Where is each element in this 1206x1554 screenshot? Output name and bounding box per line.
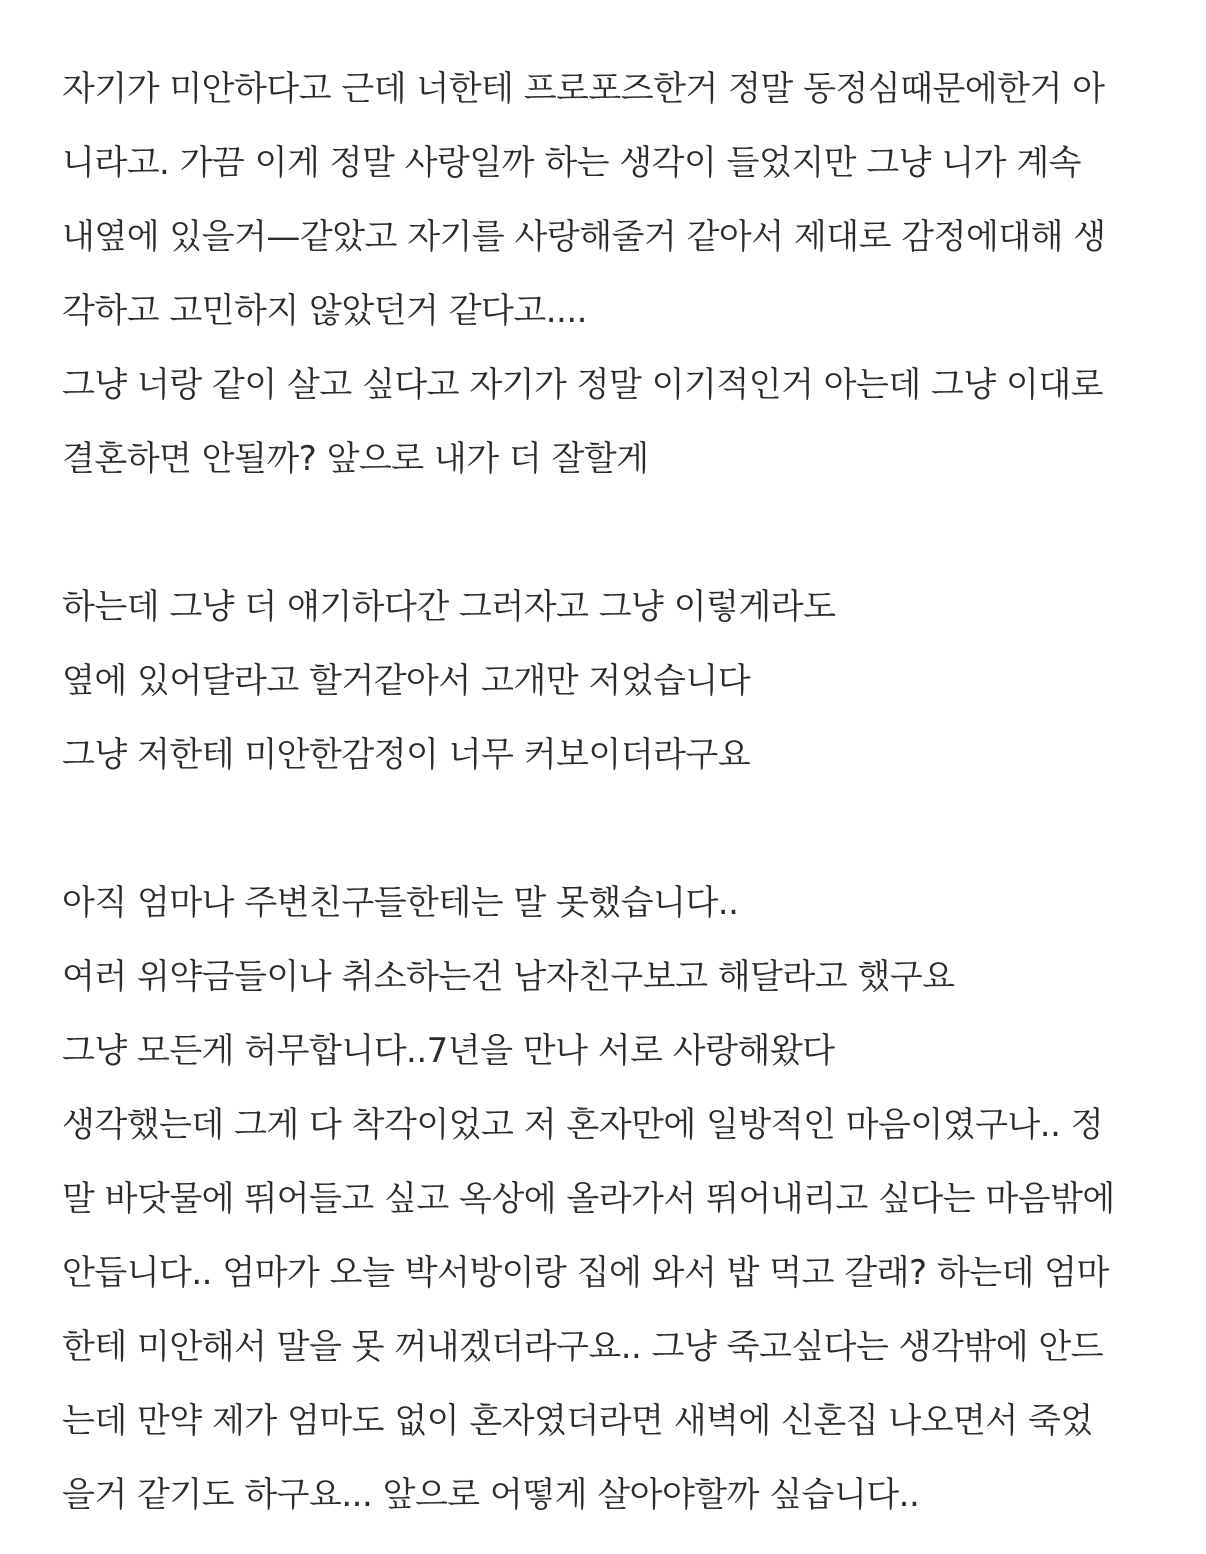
text-line: 옆에 있어달라고 할거같아서 고개만 저었습니다: [62, 661, 751, 701]
text-line: 각하고 고민하지 않았던거 같다고....: [62, 291, 587, 331]
paragraph-spacer: [62, 792, 1172, 866]
text-line: 내옆에 있을거—같았고 자기를 사랑해줄거 같아서 제대로 감정에대해 생: [62, 217, 1106, 257]
text-line: 생각했는데 그게 다 착각이었고 저 혼자만에 일방적인 마음이였구나.. 정: [62, 1105, 1104, 1145]
text-line: 그냥 모든게 허무합니다..7년을 만나 서로 사랑해왔다: [62, 1031, 835, 1071]
text-line: 을거 같기도 하구요... 앞으로 어떻게 살아야할까 싶습니다..: [62, 1475, 920, 1515]
text-line: 말 바닷물에 뛰어들고 싶고 옥상에 올라가서 뛰어내리고 싶다는 마음밖에: [62, 1179, 1115, 1219]
paragraph-1: [62, 52, 1172, 496]
text-line: 그냥 너랑 같이 살고 싶다고 자기가 정말 이기적인거 아는데 그냥 이대로: [62, 365, 1104, 405]
text-line: 그냥 저한테 미안한감정이 너무 커보이더라구요: [62, 735, 751, 775]
paragraph-3: [62, 866, 1172, 1532]
text-line: 는데 만약 제가 엄마도 없이 혼자였더라면 새벽에 신혼집 나오면서 죽었: [62, 1401, 1093, 1441]
text-line: 한테 미안해서 말을 못 꺼내겠더라구요.. 그냥 죽고싶다는 생각밖에 안드: [62, 1327, 1104, 1367]
text-line: 하는데 그냥 더 얘기하다간 그러자고 그냥 이렇게라도: [62, 587, 836, 627]
post-body: [62, 52, 1172, 1532]
text-line: 니라고. 가끔 이게 정말 사랑일까 하는 생각이 들었지만 그냥 니가 계속: [62, 143, 1082, 183]
text-line: 결혼하면 안될까? 앞으로 내가 더 잘할게: [62, 439, 649, 479]
paragraph-2: [62, 570, 1172, 792]
text-line: 아직 엄마나 주변친구들한테는 말 못했습니다..: [62, 883, 739, 923]
paragraph-spacer: [62, 496, 1172, 570]
text-line: 안듭니다.. 엄마가 오늘 박서방이랑 집에 와서 밥 먹고 갈래? 하는데 엄마: [62, 1253, 1109, 1293]
text-line: 여러 위약금들이나 취소하는건 남자친구보고 해달라고 했구요: [62, 957, 955, 997]
text-line: 자기가 미안하다고 근데 너한테 프로포즈한거 정말 동정심때문에한거 아: [62, 69, 1105, 109]
